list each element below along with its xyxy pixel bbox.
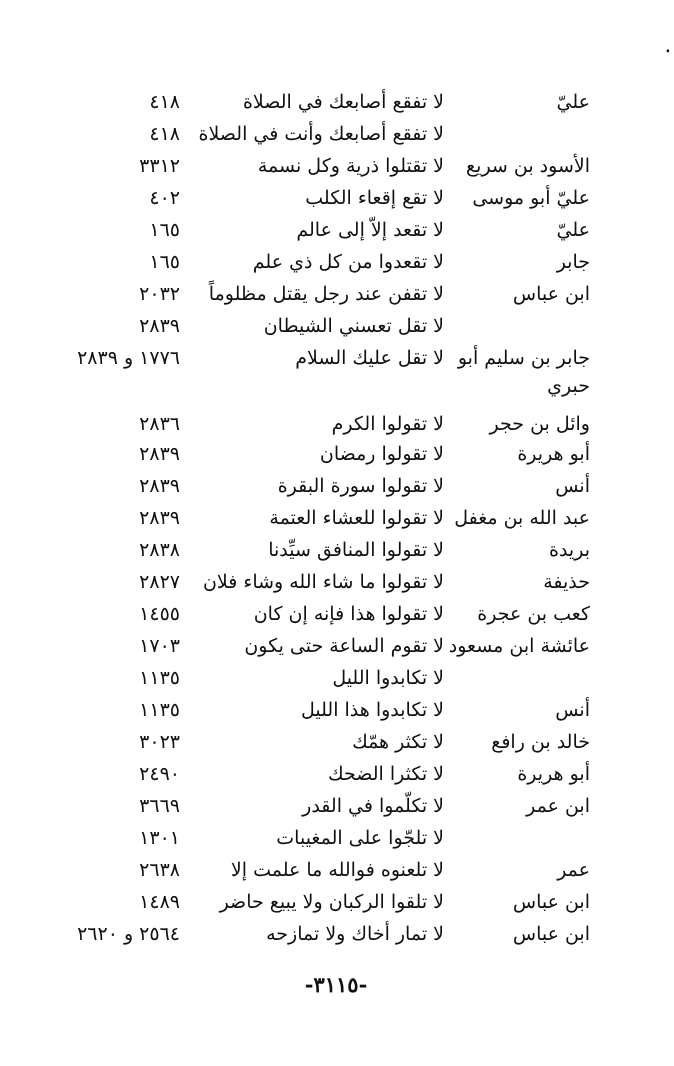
hadith-incipit: لا تلعنوه فوالله ما علمت إلا: [230, 859, 444, 881]
hadith-incipit: لا تقولوا ما شاء الله وشاء فلان: [202, 571, 444, 593]
index-row: [0, 88, 672, 118]
hadith-incipit: لا تقولوا للعشاء العتمة: [269, 507, 444, 529]
hadith-incipit: لا تقولوا سورة البقرة: [277, 475, 444, 497]
narrator-name: ابن عباس: [512, 891, 590, 913]
margin-mark: ٠: [662, 38, 674, 63]
index-row: [0, 760, 672, 790]
index-row: [0, 472, 672, 502]
narrator-name: أنس: [555, 475, 590, 497]
hadith-incipit: لا تكثر همّك: [352, 731, 444, 753]
hadith-number: ١٧٠٣: [139, 635, 180, 657]
hadith-incipit: لا تقع إقعاء الكلب: [305, 187, 444, 209]
index-row: [0, 600, 672, 630]
hadith-incipit: لا تقل عليك السلام: [295, 347, 444, 369]
hadith-number: ١١٣٥: [139, 667, 180, 689]
index-row: [0, 664, 672, 694]
hadith-incipit: لا تقعد إلاّ إلى عالم: [296, 219, 444, 241]
narrator-name: عمر: [557, 859, 590, 881]
hadith-number: ٤١٨: [149, 123, 180, 145]
index-row: [0, 536, 672, 566]
hadith-incipit: لا تقفن عند رجل يقتل مظلوماً: [208, 283, 444, 305]
hadith-number: ٣٣١٢: [139, 155, 180, 177]
narrator-name: جابر: [556, 251, 590, 273]
narrator-name: أبو هريرة: [517, 763, 590, 785]
narrator-name: الأسود بن سريع: [466, 155, 590, 177]
hadith-incipit: لا تفقع أصابعك في الصلاة: [242, 91, 444, 113]
hadith-number: ٢٦٣٨: [139, 859, 180, 881]
hadith-incipit: لا تقل تعسني الشيطان: [263, 315, 444, 337]
narrator-name: ابن عباس: [512, 283, 590, 305]
hadith-number: ١٤٨٩: [139, 891, 180, 913]
hadith-number: ٢٨٣٩: [139, 475, 180, 497]
narrator-name: عليّ: [556, 91, 590, 113]
narrator-name: أنس: [555, 699, 590, 721]
hadith-number: ٤١٨: [149, 91, 180, 113]
hadith-number: ٣٦٦٩: [139, 795, 180, 817]
hadith-number: ٢٨٣٩: [139, 443, 180, 465]
index-row: [0, 696, 672, 726]
narrator-name: كعب بن عجرة: [477, 603, 590, 625]
index-row: [0, 792, 672, 822]
hadith-incipit: لا تقولوا رمضان: [319, 443, 444, 465]
hadith-number: ٢٠٣٢: [139, 283, 180, 305]
index-row: [0, 856, 672, 886]
hadith-number: ١٦٥: [149, 219, 180, 241]
hadith-number: ١٦٥: [149, 251, 180, 273]
index-row: [0, 120, 672, 150]
hadith-number: ٢٨٣٩: [139, 315, 180, 337]
hadith-number: ١٧٧٦ و ٢٨٣٩: [77, 347, 180, 369]
index-row: [0, 440, 672, 470]
index-row: [0, 216, 672, 246]
hadith-number: ١٣٠١: [139, 827, 180, 849]
hadith-incipit: لا تقوم الساعة حتى يكون: [244, 635, 444, 657]
narrator-name: حذيفة: [543, 571, 590, 593]
index-row: [0, 888, 672, 918]
narrator-name: عليّ: [556, 219, 590, 241]
narrator-name: عليّ أبو موسى: [472, 187, 590, 209]
index-row: [0, 344, 672, 374]
index-row: [0, 632, 672, 662]
narrator-name: خالد بن رافع: [491, 731, 590, 753]
hadith-number: ٢٤٩٠: [139, 763, 180, 785]
index-row: [0, 184, 672, 214]
hadith-incipit: لا تكابدوا هذا الليل: [301, 699, 444, 721]
index-row: [0, 824, 672, 854]
index-row: [0, 152, 672, 182]
index-row: [0, 568, 672, 598]
hadith-number: ١٤٥٥: [139, 603, 180, 625]
narrator-name: وائل بن حجر: [489, 413, 590, 435]
index-row: [0, 312, 672, 342]
hadith-incipit: لا تكثرا الضحك: [327, 763, 444, 785]
hadith-number: ٣٠٢٣: [139, 731, 180, 753]
hadith-number: ٤٠٢: [149, 187, 180, 209]
narrator-name: جابر بن سليم أبو: [457, 347, 590, 369]
hadith-incipit: لا تلجّوا على المغيبات: [276, 827, 444, 849]
narrator-name: أبو هريرة: [517, 443, 590, 465]
index-row: [0, 920, 672, 950]
hadith-incipit: لا تكابدوا الليل: [332, 667, 444, 689]
hadith-number: ٢٨٣٨: [139, 539, 180, 561]
hadith-incipit: لا تكلّموا في القدر: [302, 795, 444, 817]
hadith-incipit: لا تلقوا الركبان ولا يبيع حاضر: [219, 891, 444, 913]
narrator-continuation: حبري: [547, 375, 590, 397]
index-row: [0, 280, 672, 310]
hadith-incipit: لا تقولوا المنافق سيِّدنا: [268, 539, 444, 561]
hadith-incipit: لا تقولوا هذا فإنه إن كان: [253, 603, 444, 625]
narrator-name: عبد الله بن مغفل: [454, 507, 590, 529]
hadith-number: ٢٥٦٤ و ٢٦٢٠: [77, 923, 180, 945]
hadith-incipit: لا تقتلوا ذرية وكل نسمة: [257, 155, 444, 177]
hadith-incipit: لا تقولوا الكرم: [331, 413, 444, 435]
hadith-number: ٢٨٣٩: [139, 507, 180, 529]
hadith-number: ٢٨٢٧: [139, 571, 180, 593]
narrator-name: ابن عمر: [526, 795, 590, 817]
index-row: [0, 248, 672, 278]
hadith-incipit: لا تمار أخاك ولا تمازحه: [266, 923, 444, 945]
hadith-incipit: لا تفقع أصابعك وأنت في الصلاة: [198, 123, 444, 145]
index-row: [0, 410, 672, 440]
hadith-incipit: لا تقعدوا من كل ذي علم: [252, 251, 444, 273]
index-row: [0, 504, 672, 534]
hadith-number: ١١٣٥: [139, 699, 180, 721]
index-row: [0, 728, 672, 758]
page-number: -٣١١٥-: [304, 972, 368, 997]
narrator-name: ابن عباس: [512, 923, 590, 945]
narrator-name: بريدة: [549, 539, 590, 561]
narrator-name: عائشة ابن مسعود: [448, 635, 590, 657]
hadith-number: ٢٨٣٦: [139, 413, 180, 435]
